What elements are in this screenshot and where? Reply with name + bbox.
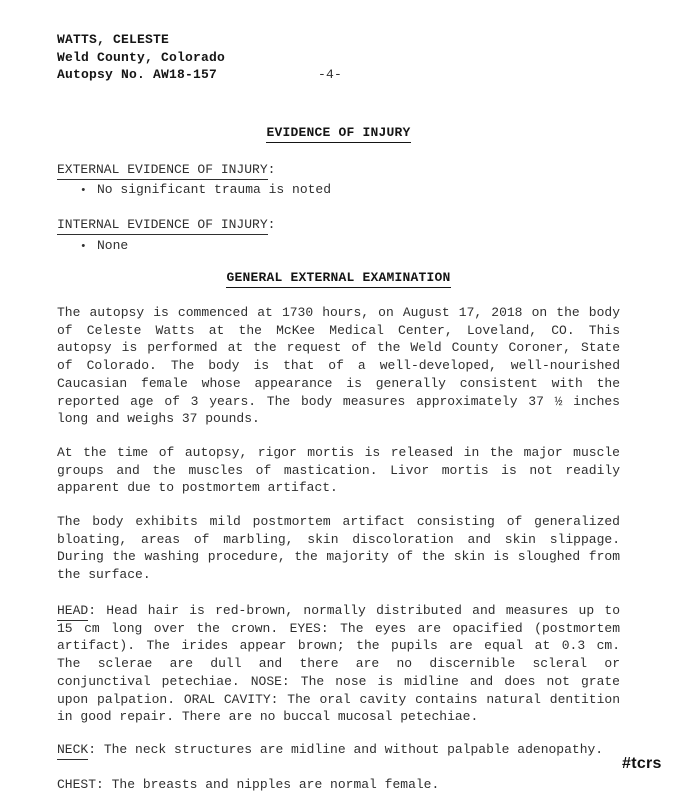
text-line: The body exhibits mild postmortem artifact consisting of generalized [57, 514, 620, 529]
page-number: -4- [318, 67, 343, 83]
text-line: in good repair. There are no buccal mucosal petechiae. [57, 709, 479, 725]
internal-evidence-heading: INTERNAL EVIDENCE OF INJURY: [57, 216, 620, 234]
internal-evidence-text: None [97, 238, 129, 253]
text-line: of Colorado. The body is that of a well-developed, well-nourished [57, 358, 620, 374]
paragraph-neck-examination [57, 741, 620, 759]
bullet-icon: • [80, 241, 87, 253]
chest-label: CHEST [57, 777, 96, 794]
text-line: groups and the muscles of mastication. Livor mortis is not readily [57, 462, 620, 478]
text-line: bloating, areas of marbling, skin discoloration and skin slippage. [57, 531, 620, 547]
paragraph-head-examination [57, 602, 620, 726]
external-evidence-item [57, 181, 620, 201]
text-line: autopsy is performed at the request of the Weld County Coroner, State [57, 340, 620, 356]
text-line: of Celeste Watts at the McKee Medical Center, Loveland, CO. This [57, 322, 620, 338]
text-line: long and weighs 37 pounds. [57, 411, 260, 427]
evidence-of-injury-title: EVIDENCE OF INJURY [57, 124, 620, 142]
text-line: artifact). The irides appear brown; the pupils are equal at 0.3 cm. [57, 638, 620, 654]
tcrs-watermark: #tcrs [622, 755, 662, 772]
internal-evidence-item [57, 237, 620, 257]
general-external-examination-title: GENERAL EXTERNAL EXAMINATION [57, 269, 620, 287]
text-line: reported age of 3 years. The body measures approximately 37 ½ inches [57, 393, 620, 409]
text-line: HEAD: Head hair is red-brown, normally distributed and measures up to [57, 602, 620, 620]
text-line: Caucasian female whose appearance is generally consistent with the [57, 375, 620, 391]
paragraph-postmortem-artifact [57, 513, 620, 584]
bullet-icon: • [80, 185, 87, 197]
text-line: CHEST: The breasts and nipples are normal female. [57, 776, 620, 794]
text-line: conjunctival petechiae. NOSE: The nose is midline and does not grate [57, 673, 620, 689]
case-header [57, 31, 620, 84]
external-evidence-text: No significant trauma is noted [97, 182, 332, 197]
case-number-line [57, 66, 620, 84]
case-number: Autopsy No. AW18-157 [57, 67, 218, 83]
text-line: apparent due to postmortem artifact. [57, 480, 338, 496]
head-label: HEAD [57, 603, 88, 621]
external-evidence-heading: EXTERNAL EVIDENCE OF INJURY: [57, 161, 620, 179]
text-line: At the time of autopsy, rigor mortis is released in the major muscle [57, 445, 620, 460]
text-line: upon palpation. ORAL CAVITY: The oral cavity contains natural dentition [57, 691, 620, 707]
text-line: 15 cm long over the crown. EYES: The eyes are opacified (postmortem [57, 620, 620, 636]
jurisdiction: Weld County, Colorado [57, 49, 226, 65]
text-line: the surface. [57, 567, 151, 583]
decedent-name: WATTS, CELESTE [57, 32, 170, 47]
text-line: NECK: The neck structures are midline and without palpable adenopathy. [57, 741, 620, 759]
paragraph-autopsy-commencement [57, 304, 620, 428]
neck-label: NECK [57, 742, 88, 760]
text-line: The autopsy is commenced at 1730 hours, on August 17, 2018 on the body [57, 305, 620, 320]
text-line: The sclerae are dull and there are no discernible scleral or [57, 656, 620, 672]
paragraph-rigor-mortis [57, 444, 620, 497]
text-line: During the washing procedure, the majority of the skin is sloughed from [57, 549, 620, 565]
paragraph-chest-examination [57, 776, 620, 794]
